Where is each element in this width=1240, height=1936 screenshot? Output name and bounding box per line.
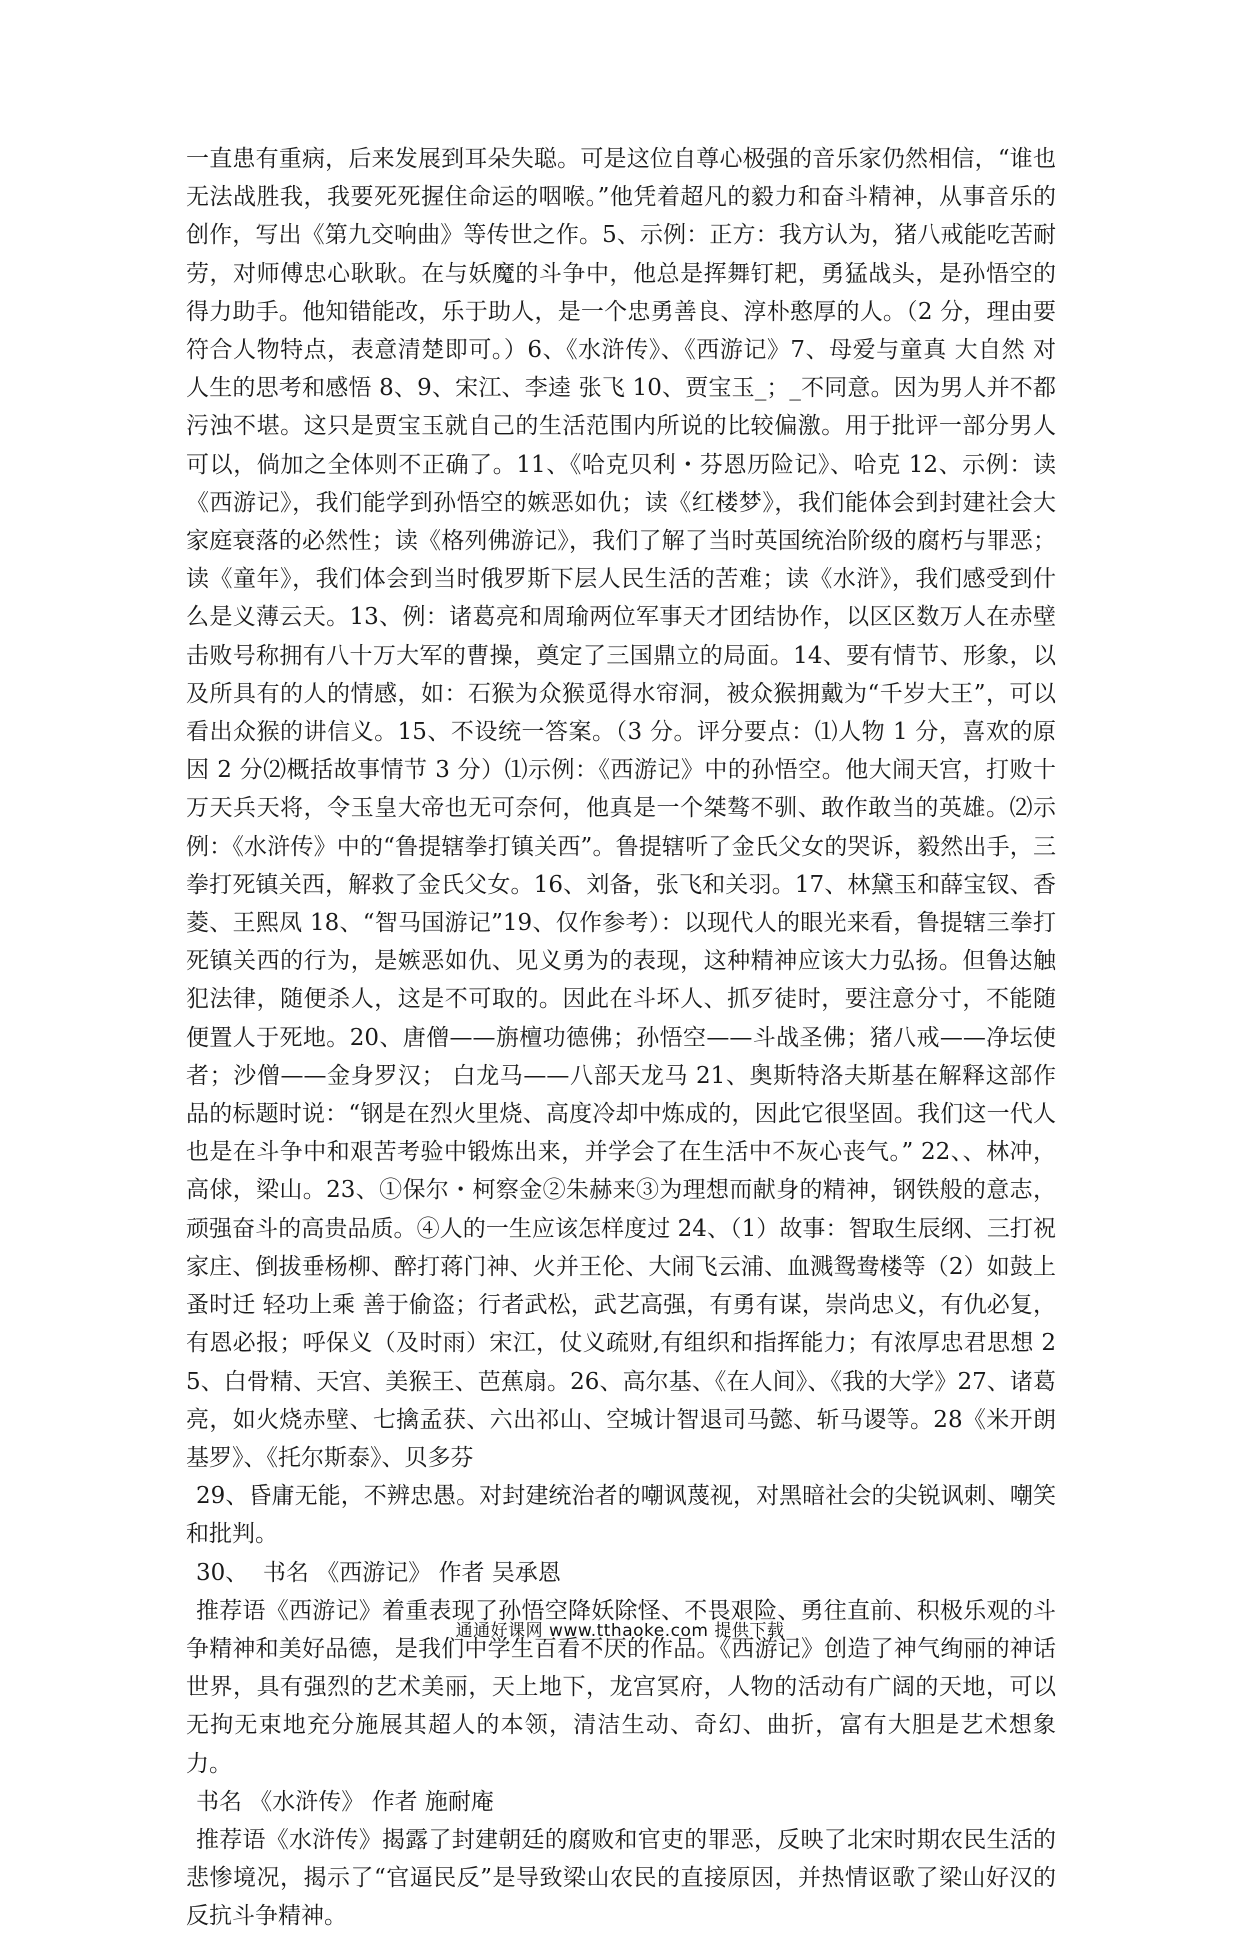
page-content	[186, 140, 1056, 1936]
answer-29: 29、昏庸无能，不辨忠愚。对封建统治者的嘲讽蔑视，对黑暗社会的尖锐讽刺、嘲笑和批判。	[186, 1483, 1056, 1548]
book-title-shuihuzhuan: 书名 《水浒传》 作者 施耐庵	[196, 1788, 494, 1815]
answers-block: 一直患有重病，后来发展到耳朵失聪。可是这位自尊心极强的音乐家仍然相信，“谁也无法战胜我，我要死死握住命运的咽喉。”他凭着超凡的毅力和奋斗精神，从事音乐的创作，写出《第九交响曲》等传世之作。5、示例：正方：我方认为，猪八戒能吃苦耐劳，对师傅忠心耿耿。在与妖魔的斗争中，他总是挥舞钉耙，勇猛战头，是孙悟空的得力助手。他知错能改，乐于助人，是一个忠勇善良、淳朴憨厚的人。（2 分，理由要符合人物特点，表意清楚即可。）6、《水浒传》、《西游记》7、母爱与童真 大自然 对人生的思考和感悟 8、9、宋江、李逵 张飞 10、贾宝玉_；_不同意。因为男人并不都污浊不堪。这只是贾宝玉就自己的生活范围内所说的比较偏激。用于批评一部分男人可以，倘加之全体则不正确了。11、《哈克贝利・芬恩历险记》、哈克 12、示例：读《西游记》，我们能学到孙悟空的嫉恶如仇；读《红楼梦》，我们能体会到封建社会大家庭衰落的必然性；读《格列佛游记》，我们了解了当时英国统治阶级的腐朽与罪恶；读《童年》，我们体会到当时俄罗斯下层人民生活的苦难；读《水浒》，我们感受到什么是义薄云天。13、例：诸葛亮和周瑜两位军事天才团结协作，以区区数万人在赤壁击败号称拥有八十万大军的曹操，奠定了三国鼎立的局面。14、要有情节、形象，以及所具有的人的情感，如：石猴为众猴觅得水帘洞，被众猴拥戴为“千岁大王”，可以看出众猴的讲信义。15、不设统一答案。（3 分。评分要点：⑴人物 1 分，喜欢的原因 2 分⑵概括故事情节 3 分）⑴示例：《西游记》中的孙悟空。他大闹天宫，打败十万天兵天将，令玉皇大帝也无可奈何，他真是一个桀骜不驯、敢作敢当的英雄。⑵示例：《水浒传》中的“鲁提辖拳打镇关西”。鲁提辖听了金氏父女的哭诉，毅然出手，三拳打死镇关西，解救了金氏父女。16、刘备，张飞和关羽。17、林黛玉和薛宝钗、香菱、王熙凤 18、“智马国游记”19、仅作参考）：以现代人的眼光来看，鲁提辖三拳打死镇关西的行为，是嫉恶如仇、见义勇为的表现，这种精神应该大力弘扬。但鲁达触犯法律，随便杀人，这是不可取的。因此在斗坏人、抓歹徒时，要注意分寸，不能随便置人于死地。20、唐僧——旃檀功德佛；孙悟空——斗战圣佛；猪八戒——净坛使者；沙僧——金身罗汉； 白龙马——八部天龙马 21、奥斯特洛夫斯基在解释这部作品的标题时说：“钢是在烈火里烧、高度冷却中炼成的，因此它很坚固。我们这一代人也是在斗争中和艰苦考验中锻炼出来，并学会了在生活中不灰心丧气。” 22、、林冲，高俅，梁山。23、①保尔・柯察金②朱赫来③为理想而献身的精神，钢铁般的意志，顽强奋斗的高贵品质。④人的一生应该怎样度过 24、（1）故事：智取生辰纲、三打祝家庄、倒拔垂杨柳、醉打蒋门神、火并王伦、大闹飞云浦、血溅鸳鸯楼等（2）如鼓上蚤时迁 轻功上乘 善于偷盗；行者武松，武艺高强，有勇有谋，崇尚忠义，有仇必复，有恩必报；呼保义（及时雨）宋江，仗义疏财,有组织和指挥能力；有浓厚忠君思想 25、白骨精、天宫、美猴王、芭蕉扇。26、高尔基、《在人间》、《我的大学》27、诸葛亮，如火烧赤壁、七擒孟获、六出祁山、空城计智退司马懿、斩马谡等。28《米开朗基罗》、《托尔斯泰》、贝多芬	[186, 146, 1056, 1471]
recommendation-shuihuzhuan: 推荐语《水浒传》揭露了封建朝廷的腐败和官吏的罪恶，反映了北宋时期农民生活的悲惨境况，揭示了“官逼民反”是导致梁山农民的直接原因，并热情讴歌了梁山好汉的反抗斗争精神。	[186, 1826, 1056, 1930]
recommendation-xiyouji: 推荐语《西游记》着重表现了孙悟空降妖除怪、不畏艰险、勇往直前、积极乐观的斗争精神和美好品德，是我们中学生百看不厌的作品。《西游记》创造了神气绚丽的神话世界，具有强烈的艺术美丽，天上地下，龙宫冥府，人物的活动有广阔的天地，可以无拘无束地充分施展其超人的本领，清洁生动、奇幻、曲折，富有大胆是艺术想象力。	[186, 1597, 1056, 1777]
page-footer: 通通好课网 www.tthaoke.com 提供下载	[455, 1621, 785, 1641]
answer-30-title: 30、 书名 《西游记》 作者 吴承恩	[196, 1559, 561, 1586]
